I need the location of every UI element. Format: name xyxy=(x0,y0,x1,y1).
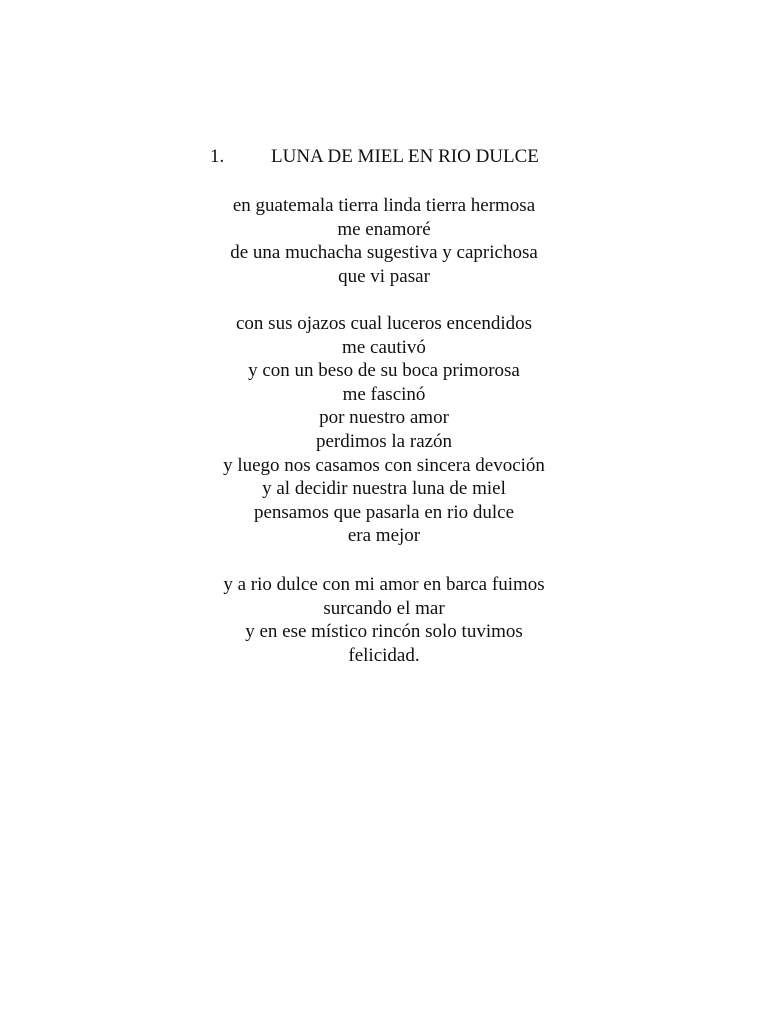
poem-line: pensamos que pasarla en rio dulce xyxy=(253,501,515,523)
poem-line: que vi pasar xyxy=(338,265,430,287)
poem-line: en guatemala tierra linda tierra hermosa xyxy=(232,195,536,216)
poem-line: por nuestro amor xyxy=(319,407,449,429)
poem-line: y al decidir nuestra luna de miel xyxy=(262,478,506,500)
poem-line: y con un beso de su boca primorosa xyxy=(248,360,520,382)
poem-line: era mejor xyxy=(347,525,421,547)
title-text: LUNA DE MIEL EN RIO DULCE xyxy=(271,146,539,167)
stanza-1 xyxy=(0,194,768,288)
poem-line: perdimos la razón xyxy=(315,430,453,452)
poem-line: me fascinó xyxy=(342,383,426,405)
poem-title xyxy=(210,145,539,169)
title-number: 1. xyxy=(210,146,225,167)
poem-line: con sus ojazos cual luceros encendidos xyxy=(236,313,532,334)
stanza-3 xyxy=(0,573,768,667)
poem-line: y luego nos casamos con sincera devoción xyxy=(223,454,545,476)
stanza-2 xyxy=(0,312,768,548)
poem-line: felicidad. xyxy=(348,644,420,666)
poem-line: me enamoré xyxy=(337,218,431,240)
poem-line: y a rio dulce con mi amor en barca fuimos xyxy=(223,574,545,595)
poem-line: me cautivó xyxy=(342,336,426,358)
poem-line: de una muchacha sugestiva y caprichosa xyxy=(230,242,538,264)
poem-line: y en ese místico rincón solo tuvimos xyxy=(245,621,523,643)
poem-line: surcando el mar xyxy=(323,597,445,619)
